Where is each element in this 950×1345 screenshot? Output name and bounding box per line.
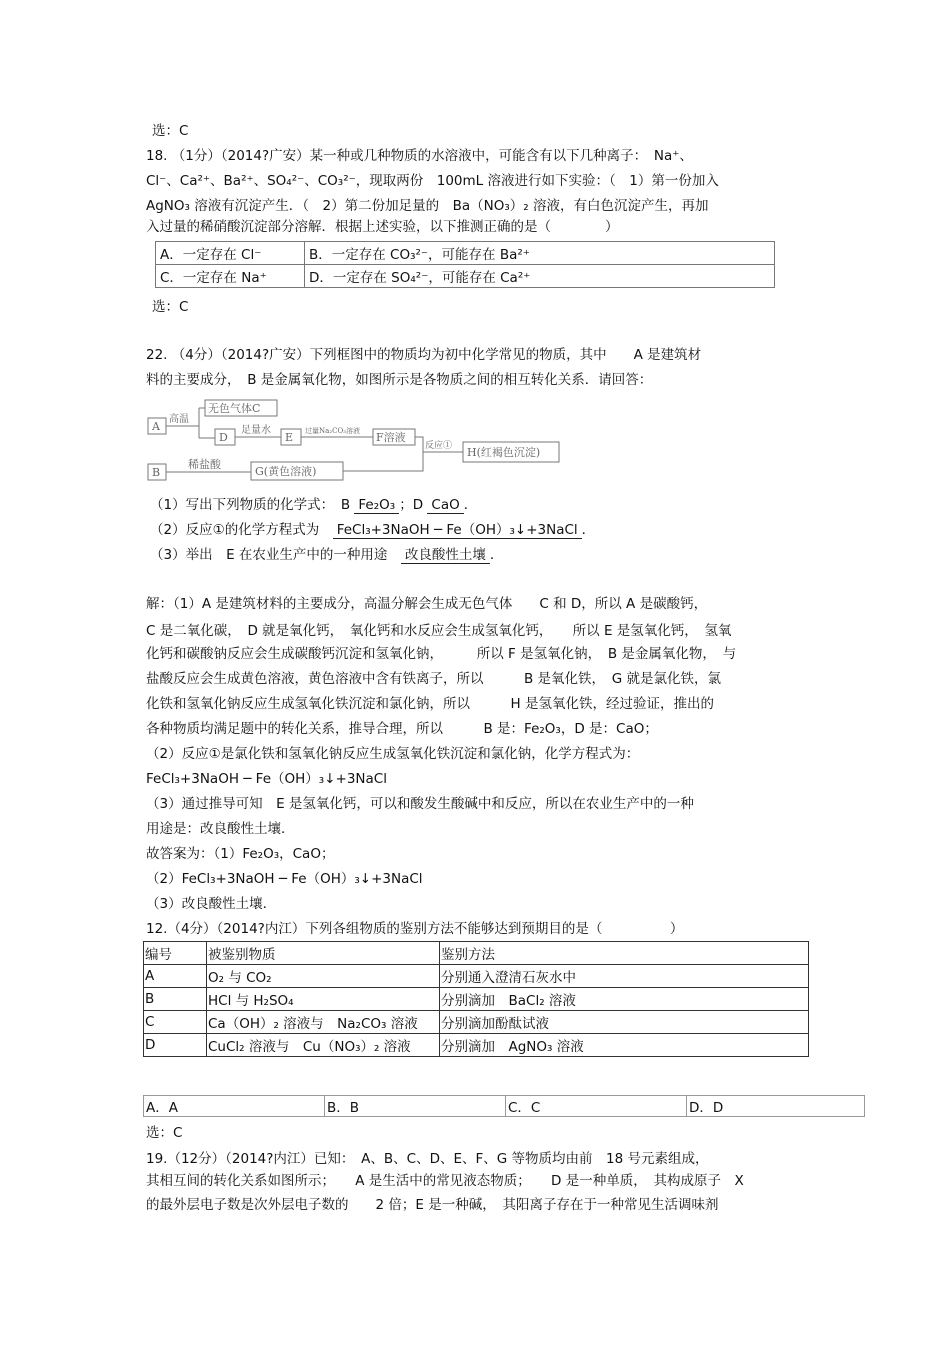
table-cell: 分别滴加酚酞试液 — [440, 1011, 809, 1034]
table-cell: B — [144, 988, 207, 1011]
solution-line: 解：（1）A 是建筑材料的主要成分，高温分解会生成无色气体 C 和 D，所以 A 是碳酸钙， — [146, 596, 708, 612]
solution-line: 化铁和氢氧化钠反应生成氢氧化铁沉淀和氯化钠，所以 H 是氢氧化铁，经过验证，推出的 — [146, 696, 714, 712]
table-cell: Ca（OH）₂ 溶液与 Na₂CO₃ 溶液 — [207, 1011, 440, 1034]
q18-line3: AgNO₃ 溶液有沉淀产生．（ 2）第二份加足量的 Ba（NO₃）₂ 溶液，有白色沉淀产生，再加 — [146, 198, 709, 214]
q22-sub3-end: ． — [489, 547, 504, 563]
q18-line4: 入过量的稀硝酸沉淀部分溶解．根据上述实验，以下推测正确的是（ ） — [146, 219, 619, 235]
solution-line: 化钙和碳酸钠反应会生成碳酸钙沉淀和氢氧化钠， 所以 F 是氢氧化钠， B 是金属氧化物， 与 — [146, 646, 737, 662]
solution-line: （2）反应①是氯化铁和氢氧化钠反应生成氢氧化铁沉淀和氯化钠，化学方程式为： — [146, 746, 640, 762]
solution-line: （3）通过推导可知 E 是氢氧化钙，可以和酸发生酸碱中和反应，所以在农业生产中的一种 — [146, 796, 694, 812]
diagram-h: H(红褐色沉淀) — [467, 446, 541, 459]
table-row — [144, 1011, 809, 1034]
table-cell: 分别通入澄清石灰水中 — [440, 965, 809, 988]
q22-line1: 22. （4分）（2014?广安）下列框图中的物质均为初中化学常见的物质，其中 A 是建筑材 — [146, 347, 702, 363]
table-header: 编号 — [144, 942, 207, 965]
table-cell: A — [144, 965, 207, 988]
q18-option-c: C．一定存在 Na⁺ — [156, 265, 305, 288]
conversion-diagram — [143, 396, 568, 488]
q19-line2: 其相互间的转化关系如图所示； A 是生活中的常见液态物质； D 是一种单质， 其构成原子 X — [146, 1173, 744, 1189]
solution-line: （3）改良酸性土壤． — [146, 896, 277, 912]
solution-line: 各种物质均满足题中的转化关系，推导合理，所以 B 是：Fe₂O₃，D 是：CaO； — [146, 721, 658, 737]
q18-option-a: A．一定存在 Cl⁻ — [156, 242, 305, 265]
q22-sub2 — [150, 521, 595, 539]
q19-line3: 的最外层电子数是次外层电子数的 2 倍；E 是一种碱， 其阳离子存在于一种常见生活调味剂 — [146, 1197, 719, 1213]
solution-line: 故答案为：（1）Fe₂O₃，CaO； — [146, 846, 335, 862]
q12-option-c: C．C — [506, 1096, 687, 1117]
q12-answer: 选：C — [146, 1125, 183, 1141]
solution-line: 盐酸反应会生成黄色溶液，黄色溶液中含有铁离子，所以 B 是氧化铁， G 就是氯化铁，氯 — [146, 671, 722, 687]
q22-answer-d: CaO — [427, 497, 463, 514]
table-cell: 分别滴加 BaCl₂ 溶液 — [440, 988, 809, 1011]
table-row — [144, 965, 809, 988]
q19-line1: 19.（12分）（2014?内江）已知： A、B、C、D、E、F、G 等物质均由前 18 号元素组成， — [146, 1151, 709, 1167]
diagram-guoliang: 过量Na₂CO₃溶液 — [305, 427, 361, 435]
table-cell: HCl 与 H₂SO₄ — [207, 988, 440, 1011]
q18-line2: Cl⁻、Ca²⁺、Ba²⁺、SO₄²⁻、CO₃²⁻，现取两份 100mL 溶液进行如下实验：（ 1）第一份加入 — [146, 173, 719, 189]
diagram-fanying: 反应① — [425, 441, 453, 451]
q22-sub1-mid: ；D — [399, 497, 428, 513]
q22-sub2-prompt: （2）反应①的化学方程式为 — [150, 522, 320, 538]
q12-options — [143, 1095, 865, 1117]
q22-sub1-end: ． — [463, 497, 478, 513]
table-cell: 分别滴加 AgNO₃ 溶液 — [440, 1034, 809, 1057]
diagram-zuliangshui: 足量水 — [241, 425, 271, 436]
solution-line: 用途是：改良酸性土壤． — [146, 821, 295, 837]
q22-sub1 — [150, 496, 477, 514]
q12-title: 12.（4分）（2014?内江）下列各组物质的鉴别方法不能够达到预期目的是（ ） — [146, 921, 684, 937]
table-cell: O₂ 与 CO₂ — [207, 965, 440, 988]
q18-answer: 选：C — [152, 299, 189, 315]
diagram-e: E — [285, 431, 294, 444]
q18-option-b: B．一定存在 CO₃²⁻，可能存在 Ba²⁺ — [305, 242, 775, 265]
solution-line: C 是二氧化碳， D 就是氧化钙， 氧化钙和水反应会生成氢氧化钙， 所以 E 是氢氧化钙， 氢氧 — [146, 623, 732, 639]
table-header: 鉴别方法 — [440, 942, 809, 965]
q18-option-d: D．一定存在 SO₄²⁻，可能存在 Ca²⁺ — [305, 265, 775, 288]
diagram-f: F溶液 — [376, 431, 406, 444]
table-cell: CuCl₂ 溶液与 Cu（NO₃）₂ 溶液 — [207, 1034, 440, 1057]
diagram-d: D — [219, 431, 228, 444]
solution-line: （2）FeCl₃+3NaOH ─ Fe（OH）₃↓+3NaCl — [146, 871, 423, 887]
table-row — [144, 988, 809, 1011]
table-row — [144, 1034, 809, 1057]
q22-sub1-prompt: （1）写出下列物质的化学式： B — [150, 497, 355, 513]
table-header-row — [144, 942, 809, 965]
q12-option-d: D．D — [687, 1096, 865, 1117]
diagram-a: A — [152, 420, 160, 433]
q12-table — [143, 941, 809, 1057]
q22-sub3-prompt: （3）举出 E 在农业生产中的一种用途 — [150, 547, 388, 563]
table-cell: C — [144, 1011, 207, 1034]
diagram-g: G(黄色溶液) — [255, 465, 317, 478]
q22-answer-b: Fe₂O₃ — [354, 497, 399, 514]
diagram-xiyansuan: 稀盐酸 — [188, 458, 221, 471]
q22-answer-equation: FeCl₃+3NaOH ─ Fe（OH）₃↓+3NaCl — [333, 522, 582, 539]
table-header: 被鉴别物质 — [207, 942, 440, 965]
diagram-gaowen: 高温 — [169, 414, 189, 425]
q22-sub3 — [150, 546, 503, 564]
q12-option-a: A．A — [144, 1096, 325, 1117]
q18-line1: 18. （1分）（2014?广安）某一种或几种物质的水溶液中，可能含有以下几种离子： Na⁺、 — [146, 148, 693, 164]
q22-line2: 料的主要成分， B 是金属氧化物，如图所示是各物质之间的相互转化关系．请回答： — [146, 372, 653, 388]
q22-sub2-end: ． — [581, 522, 596, 538]
q18-options — [155, 241, 775, 288]
q12-option-b: B．B — [325, 1096, 506, 1117]
q22-answer-use: 改良酸性土壤 — [401, 547, 490, 564]
table-cell: D — [144, 1034, 207, 1057]
diagram-b: B — [152, 466, 161, 479]
answer-line: 选：C — [152, 123, 189, 139]
diagram-c: 无色气体C — [208, 402, 261, 415]
solution-line: FeCl₃+3NaOH ─ Fe（OH）₃↓+3NaCl — [146, 771, 387, 787]
